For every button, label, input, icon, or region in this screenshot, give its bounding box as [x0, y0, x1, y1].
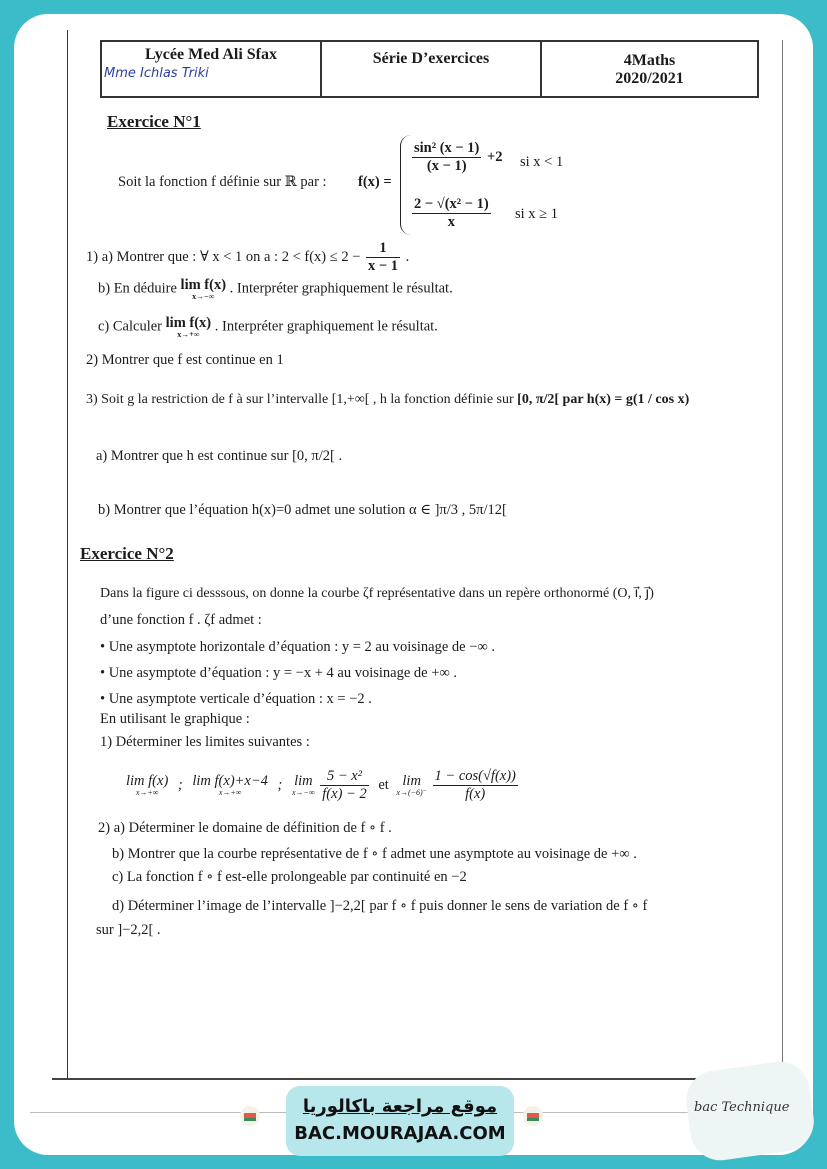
ex1-q1a [86, 240, 409, 275]
ex1-q3b: b) Montrer que l’équation h(x)=0 admet une solution α ∈ ]π/3 , 5π/12[ [98, 502, 507, 518]
site-arabic-name: موقع مراجعة باكالوريا [302, 1096, 498, 1117]
ex2-p2: d’une fonction f . ζf admet : [100, 612, 262, 628]
limit-4-num: 1 − cos(√f(x)) [434, 768, 516, 784]
case1-numerator: sin² (x − 1) [414, 140, 480, 156]
limit-1: lim f(x) [126, 773, 169, 790]
ex2-q2d: d) Déterminer l’image de l’intervalle ]−2,2[ par f ∘ f puis donner le sens de variation de f ∘ f [112, 898, 648, 914]
ex1-q3 [86, 392, 689, 408]
site-url[interactable]: BAC.MOURAJAA.COM [294, 1123, 506, 1144]
limit-4-den: f(x) [465, 786, 486, 802]
site-logo-icon [237, 1105, 263, 1127]
case1-denominator: (x − 1) [426, 158, 467, 174]
ex2-p3: En utilisant le graphique : [100, 711, 250, 727]
ex2-bullet-1: • Une asymptote horizontale d’équation : y = 2 au voisinage de −∞ . [100, 639, 495, 655]
site-logo-icon-right [520, 1105, 546, 1127]
school-year: 2020/2021 [615, 70, 684, 87]
limit-4-sub: x→(−6)⁻ [396, 787, 427, 797]
et-word: et [378, 776, 389, 793]
q1b-post: . Interpréter graphiquement le résultat. [229, 280, 453, 297]
case2-numerator: 2 − √(x² − 1) [414, 196, 489, 212]
q1c-sub: x→+∞ [177, 329, 200, 339]
ex2-q2d-2: sur ]−2,2[ . [96, 922, 161, 938]
exercise-2-title: Exercice N°2 [80, 544, 174, 563]
exercise-1-title: Exercice N°1 [107, 112, 201, 131]
q1a-end: . [405, 248, 410, 265]
ex2-p1: Dans la figure ci desssous, on donne la courbe ζf représentative dans un repère orthonormé (O, i⃗, j⃗) [100, 586, 654, 601]
ex1-q2: 2) Montrer que f est continue en 1 [86, 352, 284, 368]
teacher-signature: Mme Ichlas Triki [104, 66, 209, 81]
q1c-pre: c) Calculer [98, 318, 163, 335]
header-title-cell [322, 42, 542, 96]
series-title: Série D’exercices [372, 50, 490, 67]
q3-text-b: par h(x) = g(1 / cos x) [562, 392, 690, 407]
ex2-limits: lim f(x) x→+∞ ; lim f(x)+x−4 x→+∞ ; lim x→−∞ $\frac{\text{5 − x²}}{f(x) - 2}$ et lim x→(−6)⁻ $\frac{1 - \cos(√f(x))}{f(x)}$ [126, 768, 516, 802]
ex1-f-label: f(x) = [358, 174, 392, 190]
limit-3-num: 5 − x² [320, 768, 368, 786]
header-class-cell [542, 42, 757, 96]
ex2-q2c: c) La fonction f ∘ f est-elle prolongeable par continuité en −2 [112, 869, 467, 885]
ex2-q2b: b) Montrer que la courbe représentative de f ∘ f admet une asymptote au voisinage de +∞ . [112, 846, 637, 862]
ex1-case2 [410, 196, 493, 231]
limit-2-sub: x→+∞ [218, 787, 242, 797]
q1b-lim: lim f(x) [180, 277, 227, 293]
ex1-case1 [410, 140, 503, 175]
limit-3: lim [294, 773, 313, 790]
q1a-text: 1) a) Montrer que : ∀ x < 1 on a : 2 < f(x) ≤ 2 − [86, 248, 361, 265]
ex2-q2a: 2) a) Déterminer le domaine de définition de f ∘ f . [98, 820, 392, 836]
limit-3-den: f(x) − 2 [322, 786, 367, 802]
corner-stamp-text: bac Technique [694, 1100, 790, 1115]
case2-condition: si x ≥ 1 [515, 206, 559, 222]
class-name: 4Maths [623, 52, 676, 69]
margin-line [67, 30, 68, 1078]
q3-text-a: 3) Soit g la restriction de f à sur l’intervalle [1,+∞[ , h la fonction définie sur [86, 392, 514, 407]
q1b-sub: x→−∞ [192, 291, 215, 301]
margin-line-right [782, 40, 783, 1080]
q1b-pre: b) En déduire [98, 280, 177, 297]
case2-denominator: x [447, 214, 455, 230]
school-name: Lycée Med Ali Sfax [145, 46, 277, 63]
q3-interval: [0, π/2[ [517, 392, 560, 407]
ex2-bullet-3: • Une asymptote verticale d’équation : x = −2 . [100, 691, 372, 707]
ex1-q3a: a) Montrer que h est continue sur [0, π/2[ . [96, 448, 343, 464]
limit-4: lim [402, 773, 421, 790]
ex1-q1b [98, 278, 453, 301]
bottom-rule [52, 1078, 782, 1080]
case1-plus: +2 [487, 148, 503, 165]
ex2-bullet-2: • Une asymptote d’équation : y = −x + 4 au voisinage de +∞ . [100, 665, 457, 681]
q1a-den: x − 1 [368, 258, 399, 274]
limit-2: lim f(x)+x−4 [192, 773, 268, 790]
q1a-num: 1 [366, 240, 400, 258]
ex2-q1: 1) Déterminer les limites suivantes : [100, 734, 310, 750]
q1c-lim: lim f(x) [165, 315, 212, 331]
case1-condition: si x < 1 [520, 154, 564, 170]
limit-1-sub: x→+∞ [135, 787, 159, 797]
site-badge[interactable] [286, 1086, 514, 1156]
ex1-q1c [98, 316, 438, 339]
ex1-intro: Soit la fonction f définie sur ℝ par : [118, 174, 327, 190]
q1c-post: . Interpréter graphiquement le résultat. [214, 318, 438, 335]
limit-3-sub: x→−∞ [292, 787, 315, 797]
